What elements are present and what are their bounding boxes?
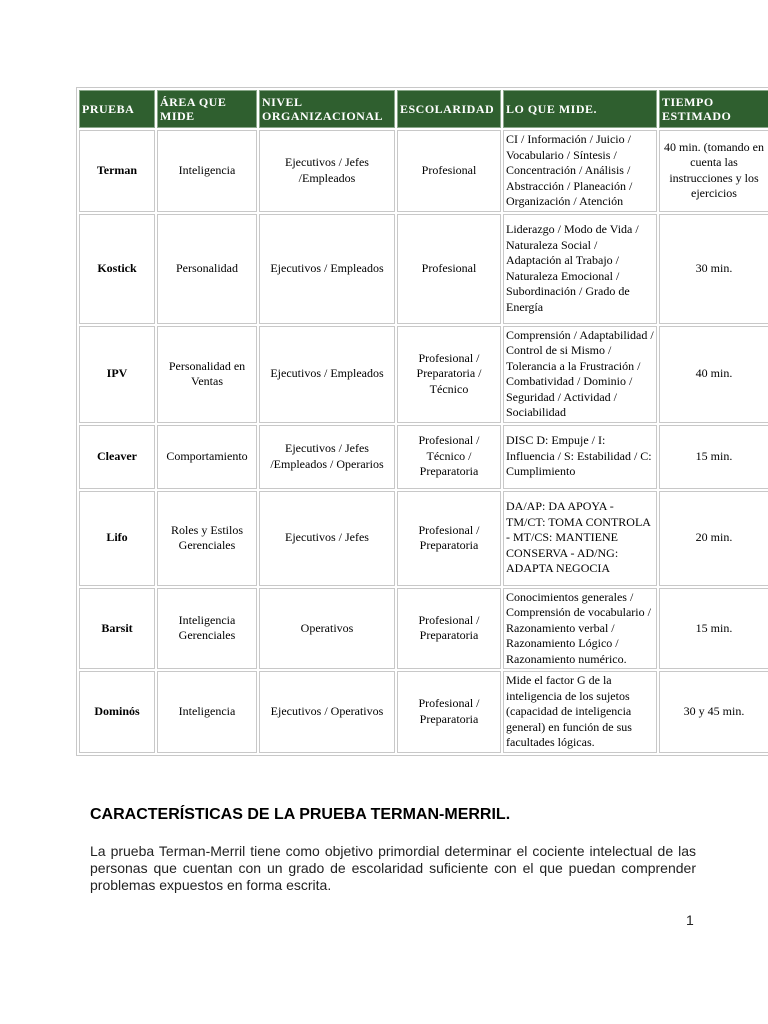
cell-nivel: Operativos [259, 588, 395, 670]
header-tiempo: TIEMPO ESTIMADO [659, 90, 768, 128]
cell-area: Inteligencia [157, 671, 257, 753]
cell-nivel: Ejecutivos / Jefes /Empleados / Operarios [259, 425, 395, 489]
cell-lo-que-mide: Conocimientos generales / Comprensión de vocabulario / Razonamiento verbal / Razonamiento Lógico / Razonamiento numérico. [503, 588, 657, 670]
cell-area: Personalidad en Ventas [157, 326, 257, 423]
cell-nivel: Ejecutivos / Jefes [259, 491, 395, 586]
cell-area: Inteligencia [157, 130, 257, 212]
cell-nivel: Ejecutivos / Empleados [259, 326, 395, 423]
cell-escolaridad: Profesional / Preparatoria [397, 491, 501, 586]
header-lo-que-mide: LO QUE MIDE. [503, 90, 657, 128]
table-row [79, 130, 768, 212]
cell-prueba: Kostick [79, 214, 155, 324]
cell-lo-que-mide: DA/AP: DA APOYA - TM/CT: TOMA CONTROLA - MT/CS: MANTIENE CONSERVA - AD/NG: ADAPTA NEGOCIA [503, 491, 657, 586]
table-row [79, 671, 768, 753]
table-row [79, 425, 768, 489]
cell-nivel: Ejecutivos / Operativos [259, 671, 395, 753]
cell-escolaridad: Profesional [397, 214, 501, 324]
psychometric-tests-table [76, 87, 768, 756]
cell-tiempo: 20 min. [659, 491, 768, 586]
cell-nivel: Ejecutivos / Empleados [259, 214, 395, 324]
cell-lo-que-mide: CI / Información / Juicio / Vocabulario / Síntesis / Concentración / Análisis / Abstracción / Planeación / Organización / Atención [503, 130, 657, 212]
page-number: 1 [686, 912, 694, 928]
cell-escolaridad: Profesional / Preparatoria [397, 588, 501, 670]
cell-lo-que-mide: Comprensión / Adaptabilidad / Control de si Mismo / Tolerancia a la Frustración / Combatividad / Dominio / Seguridad / Actividad / Sociabilidad [503, 326, 657, 423]
cell-escolaridad: Profesional [397, 130, 501, 212]
cell-prueba: Terman [79, 130, 155, 212]
cell-area: Roles y Estilos Gerenciales [157, 491, 257, 586]
header-area: ÁREA QUE MIDE [157, 90, 257, 128]
cell-tiempo: 40 min. [659, 326, 768, 423]
header-escolaridad: ESCOLARIDAD [397, 90, 501, 128]
cell-lo-que-mide: Liderazgo / Modo de Vida / Naturaleza Social / Adaptación al Trabajo / Naturaleza Emocional / Subordinación / Grado de Energía [503, 214, 657, 324]
cell-nivel: Ejecutivos / Jefes /Empleados [259, 130, 395, 212]
cell-prueba: Dominós [79, 671, 155, 753]
cell-area: Comportamiento [157, 425, 257, 489]
cell-lo-que-mide: Mide el factor G de la inteligencia de los sujetos (capacidad de inteligencia general) en función de sus facultades lógicas. [503, 671, 657, 753]
cell-tiempo: 30 y 45 min. [659, 671, 768, 753]
table-row [79, 326, 768, 423]
cell-area: Inteligencia Gerenciales [157, 588, 257, 670]
cell-escolaridad: Profesional / Preparatoria [397, 671, 501, 753]
cell-area: Personalidad [157, 214, 257, 324]
cell-prueba: Barsit [79, 588, 155, 670]
tests-table-container [76, 87, 768, 756]
cell-prueba: Cleaver [79, 425, 155, 489]
cell-prueba: Lifo [79, 491, 155, 586]
cell-lo-que-mide: DISC D: Empuje / I: Influencia / S: Estabilidad / C: Cumplimiento [503, 425, 657, 489]
table-row [79, 214, 768, 324]
cell-tiempo: 30 min. [659, 214, 768, 324]
cell-escolaridad: Profesional / Preparatoria / Técnico [397, 326, 501, 423]
table-row [79, 588, 768, 670]
table-row [79, 491, 768, 586]
cell-tiempo: 15 min. [659, 425, 768, 489]
cell-prueba: IPV [79, 326, 155, 423]
cell-tiempo: 15 min. [659, 588, 768, 670]
section-heading: CARACTERÍSTICAS DE LA PRUEBA TERMAN-MERRIL. [90, 806, 511, 823]
section-paragraph: La prueba Terman-Merril tiene como objetivo primordial determinar el cociente intelectual de las personas que cuentan con un grado de escolaridad suficiente con el que puedan comprender problemas expuestos en forma escrita. [90, 843, 696, 893]
header-nivel: NIVEL ORGANIZACIONAL [259, 90, 395, 128]
table-header-row [79, 90, 768, 128]
cell-escolaridad: Profesional / Técnico / Preparatoria [397, 425, 501, 489]
cell-tiempo: 40 min. (tomando en cuenta las instrucciones y los ejercicios [659, 130, 768, 212]
header-prueba: PRUEBA [79, 90, 155, 128]
